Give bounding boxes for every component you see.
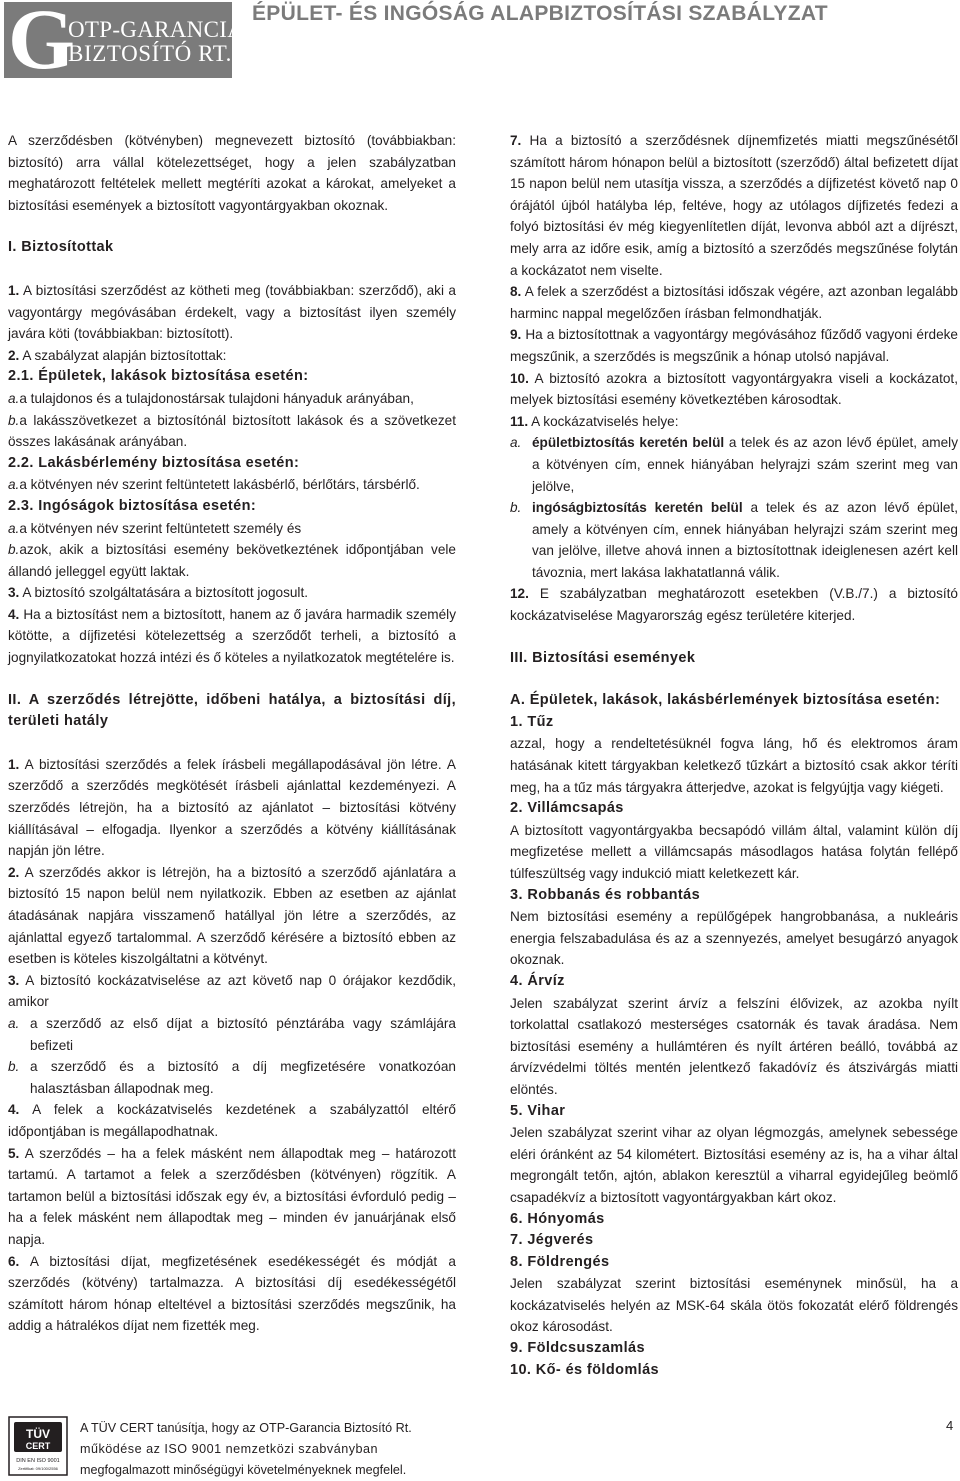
section-2-heading: II. A szerződés létrejötte, időbeni hatálya, a biztosítási díj, területi hatály [8,691,456,730]
paragraph-q10 [510,368,958,411]
paragraph-number: 12. [510,586,529,602]
list-text: a kötvényen név szerint feltüntetett lakásbérlő, bérlőtárs, társbérlő. [19,477,420,493]
list-text: a telek és az azon lévő épület, amely a kötvényen cím, ennek hiányában helyrajzi szám szerint meg van jelölve, illetve ahová innen a biztosítottnak ideiglenesen azért kell távoznia, mert lakása lakhatatlanná válik. [532,500,958,580]
paragraph-number: 6. [8,1253,20,1269]
cert-logo-text-bottom: DIN EN ISO 9001 [16,1458,60,1464]
section-1-heading: I. Biztosítottak [8,239,114,256]
paragraph-3 [8,582,456,604]
certification-line-3: megfogalmazott minőségügyi követelményeknek megfelel. [80,1463,407,1477]
list-item [8,474,456,496]
paragraph-text: A biztosító azokra a biztosított vagyontárgyakra viseli a kockázatot, melyek biztosítási esemény következtében károsodtak. [510,370,958,408]
paragraph-q4 [8,1099,456,1142]
event-3-text: Nem biztosítási esemény a repülőgépek hangrobbanása, a nukleáris energia felszabadulása és az a szennyezés, amelyet besugárzó anyagok okoznak. [510,909,958,968]
event-8-text: Jelen szabályzat szerint biztosítási eseménynek minősül, ha a kockázatviselés helyén az MSK-64 skála ötös fokozatát elérő földrengés okoz károsodást. [510,1276,958,1335]
event-4-text: Jelen szabályzat szerint árvíz a felszíni élővizek, az azokba nyílt torkolattal csatlakozó mesterséges csatornák és tavak áradása. Nem biztosítási esemény a hullámtéren és nyílt ártéren beálló, továbbá az árvízvédelmi töltés mentén jelentkező fakadóvíz és átszivárgás miatti elöntés. [510,995,958,1097]
company-logo [4,0,245,87]
certification-note [80,1418,412,1481]
certification-line-1: A TÜV CERT tanúsítja, hogy az OTP-Garancia Biztosító Rt. [80,1421,412,1435]
list-text-bold: épületbiztosítás keretén belül [532,435,725,451]
paragraph-number: 1. [8,756,20,772]
list-label: a. [8,477,20,493]
paragraph-q11 [510,411,958,433]
cert-logo-text-mid: CERT [25,1441,51,1451]
paragraph-q5 [8,1143,456,1251]
right-column [510,130,958,1381]
paragraph-text: A szerződés akkor is létrejön, ha a biztosító a szerződő ajánlatára a biztosító 15 napon belül nem nyilatkozik. Ebben az esetben az ajánlat átadásának napjára visszamenő hatállyal jön létre a szerződés, az ajánlattal egyező tartalommal. A szerződő kérésére a biztosító ebben az esetben is köteles kiszolgáltatni a kötvényt. [8,864,456,967]
paragraph-q2 [8,862,456,970]
list-text: a szerződő az első díjat a biztosító pénztárába vagy számlájára befizeti [30,1015,456,1053]
paragraph-4 [8,604,456,669]
event-10-heading: 10. Kő- és földomlás [510,1361,660,1378]
page-footer [0,1412,960,1481]
list-label: a. [8,520,20,536]
paragraph-number: 2. [8,347,20,363]
tuv-cert-logo [8,1416,68,1476]
event-8-heading: 8. Földrengés [510,1253,610,1270]
paragraph-number: 3. [8,585,20,601]
list-label: b. [8,1059,20,1075]
paragraph-number: 1. [8,282,20,298]
paragraph-text: A felek a szerződést a biztosítási időszak végére, azt azonban legalább harminc nappal megelőzően írásban felmondhatják. [510,284,958,321]
left-column [8,130,456,1337]
list-label: a. [510,435,522,451]
paragraph-number: 4. [8,1102,20,1118]
paragraph-q7 [510,130,958,281]
paragraph-number: 7. [510,133,522,148]
paragraph-text: A biztosítási szerződés a felek írásbeli megállapodásával jön létre. A szerződő a szerződés megkötését írásbeli ajánlattal kezdeményezi. A szerződés létrejön, ha a biztosító az ajánlatot – biztosítási kötvény kiállításával – elfogadja. Ilyenkor a szerződés a kötvény kiállításának napján jön létre. [8,756,456,859]
event-2-heading: 2. Villámcsapás [510,800,624,817]
paragraph-text: A biztosítási szerződést az kötheti meg (továbbiakban: szerződő), aki a vagyontárgy megóvásában érdekelt, vagy a biztosítást ilyen személy javára köti (továbbiakban: biztosított). [8,282,456,342]
list-item [8,1056,456,1099]
paragraph-text: A kockázatviselés helye: [528,413,679,429]
page-number: 4 [946,1418,954,1433]
event-1-heading: 1. Tűz [510,713,554,730]
paragraph-text: A szerződés – ha a felek másként nem állapodtak meg – határozott tartamú. A tartamot a felek a szerződésben (kötvényen) rögzítik. A tartamon belül a biztosítási időszak egy év, a biztosítási évforduló pedig – ha a felek másként nem állapodtak meg – minden év januárjának első napja. [8,1145,456,1247]
list-label: a. [8,390,20,406]
paragraph-number: 10. [510,370,529,386]
paragraph-number: 4. [8,606,20,622]
list-item [8,1013,456,1056]
section-3-heading: III. Biztosítási események [510,649,696,666]
list-label: a. [8,1015,20,1031]
list-item [8,388,456,410]
paragraph-text: A biztosító kockázatviselése az azt követő nap 0 órájakor kezdődik, amikor [8,972,456,1010]
logo-letter: G [8,0,75,87]
event-7-heading: 7. Jégverés [510,1232,594,1249]
list-text: azok, akik a biztosítási esemény bekövetkeztének időpontjában vele állandó jelleggel együtt laktak. [8,542,456,579]
paragraph-number: 9. [510,327,522,343]
subheading-2-3: 2.3. Ingóságok biztosítása esetén: [8,497,257,514]
paragraph-q3 [8,970,456,1013]
paragraph-text: A biztosító szolgáltatására a biztosított jogosult. [19,585,308,601]
event-2-text: A biztosított vagyontárgyakba becsapódó villám által, valamint külön díj megfizetése mellett a villámcsapás másodlagos hatása folytán fellépő túlfeszültség vagy indukció miatt keletkezett kár. [510,822,958,881]
paragraph-text: Ha a biztosítást nem a biztosított, hanem az ő javára harmadik személy kötötte, a díjfizetési kötelezettség a szerződőt terheli, a biztosító a jognyilatkozatokat hozzá intézi és ő köteles a nyilatkozatok megtételére is. [8,606,456,666]
paragraph-number: 8. [510,284,522,300]
section-a-heading: A. Épületek, lakások, lakásbérlemények biztosítása esetén: [510,692,941,709]
document-title: ÉPÜLET- ÉS INGÓSÁG ALAPBIZTOSÍTÁSI SZABÁLYZAT [252,2,828,25]
paragraph-number: 2. [8,864,20,880]
paragraph-text: A biztosítási díjat, megfizetésének esedékességét és módját a szerződés (kötvény) tartalmazza. A biztosítási díj esedékességétől számított három hónap elteltével a biztosítási szerződés megszűnik, ha addig a hátralékos díjat nem fizették meg. [8,1253,456,1334]
event-6-heading: 6. Hónyomás [510,1210,605,1227]
list-label: b. [510,500,522,516]
list-text: a kötvényen név szerint feltüntetett személy és [19,520,302,536]
certification-line-2: működése az ISO 9001 nemzetközi szabványban [80,1442,379,1456]
list-text-bold: ingóságbiztosítás keretén belül [532,500,743,516]
page-header [0,0,960,87]
paragraph-2 [8,345,456,367]
event-5-heading: 5. Vihar [510,1102,566,1119]
list-item [8,518,456,540]
logo-line-1: OTP-GARANCIA [68,17,245,42]
list-text: a tulajdonos és a tulajdonostársak tulajdoni hányaduk arányában, [19,390,414,406]
paragraph-number: 5. [8,1145,20,1161]
event-3-heading: 3. Robbanás és robbantás [510,886,701,903]
list-item [8,539,456,582]
subheading-2-2: 2.2. Lakásbérlemény biztosítása esetén: [8,454,300,471]
event-9-heading: 9. Földcsuszamlás [510,1340,645,1357]
list-text: a lakásszövetkezet a biztosítónál biztosított lakások és a szövetkezet összes lakásának arányában. [8,412,456,450]
paragraph-number: 3. [8,972,20,988]
paragraph-1 [8,280,456,345]
event-4-heading: 4. Árvíz [510,972,565,989]
event-1-text: azzal, hogy a rendeltetésüknél fogva láng, hő és elektromos áram hatásának kitett tárgyakban keletkező tűzkárt a biztosító csak akkor téríti meg, ha a tűz más tárgyakra átterjedve, azokat is felgyújtja vagy kiégeti. [510,736,958,795]
list-text: a telek és az azon lévő épület, amely a kötvényen cím, ennek hiányában helyrajzi szám szerint meg van jelölve, [532,435,958,494]
paragraph-text: Ha a biztosító a szerződésnek díjnemfizetés miatti megszűnésétől számított három hónapon belül a biztosított (szerződő) által befizetett díjat 15 napon belül nem utasítja vissza, a szerződés a díjfizetést követő nap 0 órájától újból hatályba lép, feltéve, hogy az utólagos díjfizetés fedezi a folyó biztosítási év még kiegyenlítetlen díját, levonva abból azt a díjrészt, mely arra az időre esik, amíg a biztosító a szerződés megszűnése folytán a kockázatot nem viselte. [510,133,958,278]
paragraph-q8 [510,281,958,324]
cert-logo-text-reg: Zertifikat: 09/100/2556 [18,1466,58,1471]
paragraph-text: E szabályzatban meghatározott esetekben (V.B./7.) a biztosító kockázatviselése Magyarország egész területére kiterjed. [510,586,958,624]
logo-line-2: BIZTOSÍTÓ RT. [68,41,233,66]
paragraph-q9 [510,324,958,367]
paragraph-q1 [8,754,456,862]
list-item [510,497,958,583]
paragraph-text: A szabályzat alapján biztosítottak: [19,347,227,363]
paragraph-text: A felek a kockázatviselés kezdetének a szabályzattól eltérő időpontjában is megállapodhatnak. [8,1102,456,1139]
paragraph-number: 11. [510,413,529,429]
intro-paragraph: A szerződésben (kötvényben) megnevezett biztosító (továbbiakban: biztosító) arra vállal kötelezettséget, hogy a jelen szabályzatban meghatározott feltételek mellett megtéríti azokat a károkat, amelyeket a biztosítási események a biztosított vagyontárgyakban okoznak. [8,133,456,213]
paragraph-q12 [510,583,958,626]
event-5-text: Jelen szabályzat szerint vihar az olyan légmozgás, amelynek sebessége eléri óránként az 54 kilométert. Biztosítási esemény az is, ha a vihar által megrongált tetőn, ajtón, ablakon keresztül a viharral egyidejűleg beömlő csapadékvíz a biztosított vagyontárgyakban kárt okoz. [510,1125,958,1205]
list-label: b. [8,412,20,428]
paragraph-q6 [8,1251,456,1337]
cert-logo-text-top: TÜV [26,1427,50,1441]
subheading-2-1: 2.1. Épületek, lakások biztosítása esetén: [8,368,309,385]
paragraph-text: Ha a biztosítottnak a vagyontárgy megóvásához fűződő vagyoni érdeke megszűnik, a szerződés is megszűnik a hónap utolsó napjával. [510,327,958,364]
list-label: b. [8,542,20,558]
list-item [510,432,958,497]
list-text: a szerződő és a biztosító a díj megfizetésére vonatkozóan halasztásban állapodnak meg. [30,1059,456,1096]
list-item [8,410,456,453]
